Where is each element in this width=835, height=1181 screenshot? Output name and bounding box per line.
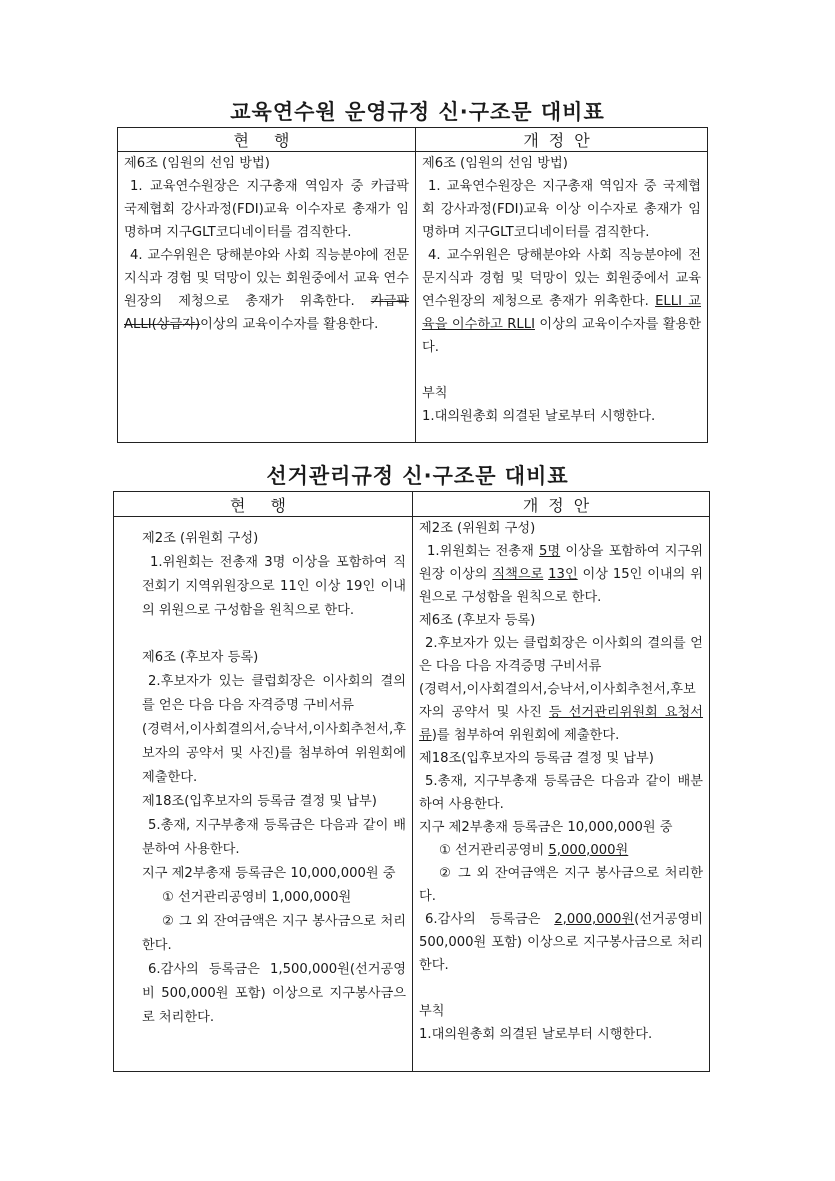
text: 이상을 포함하여 지구위원장 이상의 bbox=[419, 544, 704, 582]
proposed-column bbox=[416, 152, 708, 443]
header-proposed: 개정안 bbox=[416, 128, 708, 152]
doc1-title: 교육연수원 운영규정 신·구조문 대비표 bbox=[230, 100, 605, 124]
text: ① 선거관리공영비 bbox=[439, 843, 549, 858]
regulation-comparison-table-1 bbox=[117, 127, 708, 443]
underlined-text: 5명 bbox=[539, 544, 561, 559]
text: )를 첨부하여 위원회에 제출한다. bbox=[431, 728, 620, 743]
underlined-text: 13인 bbox=[548, 567, 578, 582]
text: 6.감사의 등록금은 bbox=[425, 912, 555, 927]
article-2-clause-1 bbox=[419, 540, 703, 609]
clause-4-text-a: 4. 교수위원은 당해분야와 사회 직능분야에 전문지식과 경험 및 덕망이 있는 회원중에서 교육 연수원장의 제청으로 총재가 위촉한다. bbox=[422, 248, 701, 309]
underlined-text: ELLI 교육을 이수하고 RLLI bbox=[422, 294, 701, 332]
underlined-text: 5,000,000원 bbox=[548, 843, 629, 858]
article-6-heading: 제6조 (후보자 등록) bbox=[419, 613, 536, 628]
article-18-heading: 제18조(입후보자의 등록금 결정 및 납부) bbox=[142, 794, 377, 809]
header-current: 현 행 bbox=[114, 492, 413, 517]
article-2-heading: 제2조 (위원회 구성) bbox=[142, 531, 259, 546]
article-18-vice-fee: 지구 제2부총재 등록금은 10,000,000원 중 bbox=[142, 866, 396, 881]
clause-4 bbox=[422, 244, 701, 359]
addendum-text: 1.대의원총회 의결된 날로부터 시행한다. bbox=[419, 1027, 653, 1042]
article-6-clause-2: 2.후보자가 있는 클럽회장은 이사회의 결의를 얻은 다음 다음 자격증명 구비서류 bbox=[419, 636, 703, 674]
regulation-comparison-table-2 bbox=[113, 491, 710, 1072]
article-heading: 제6조 (임원의 선임 방법) bbox=[422, 156, 568, 171]
underlined-text: 직책으로 bbox=[492, 567, 544, 582]
article-6-clause-2: 2.후보자가 있는 클럽회장은 이사회의 결의를 얻은 다음 다음 자격증명 구비서류 bbox=[142, 674, 406, 713]
underlined-text: 2,000,000원 bbox=[554, 912, 635, 927]
article-2-heading: 제2조 (위원회 구성) bbox=[419, 521, 536, 536]
clause-4 bbox=[124, 244, 409, 336]
clause-1: 1. 교육연수원장은 지구총재 역임자 중 카급팍 국제협회 강사과정(FDI)교육 이수자로 총재가 임명하며 지구GLT코디네이터를 겸직한다. bbox=[124, 179, 409, 240]
text: 1.위원회는 전총재 bbox=[427, 544, 540, 559]
article-18-item-1: ① 선거관리공영비 1,000,000원 bbox=[162, 890, 352, 905]
text: (선거공영비 500,000원 포함) 이상으로 지구봉사금으로 처리한다. bbox=[419, 912, 703, 973]
header-proposed: 개정안 bbox=[413, 492, 710, 517]
clause-4-text-a: 4. 교수위원은 당해분야와 사회 직능분야에 전문지식과 경험 및 덕망이 있는 회원중에서 교육 연수원장의 제청으로 총재가 위촉한다. bbox=[124, 248, 409, 309]
header-current: 현 행 bbox=[118, 128, 416, 152]
addendum-title: 부칙 bbox=[419, 1004, 445, 1019]
article-18-vice-fee: 지구 제2부총재 등록금은 10,000,000원 중 bbox=[419, 820, 673, 835]
proposed-column bbox=[413, 517, 710, 1072]
addendum-title: 부칙 bbox=[422, 386, 448, 401]
struck-text: 카급팍 ALLI(상급자) bbox=[124, 294, 409, 332]
article-18-clause-5: 5.총재, 지구부총재 등록금은 다음과 같이 배분하여 사용한다. bbox=[142, 818, 406, 857]
clause-4-text-b: 이상의 교육이수자를 활용한다. bbox=[422, 317, 701, 355]
article-18-item-2: ② 그 외 잔여금액은 지구 봉사금으로 처리한다. bbox=[419, 866, 703, 904]
article-6-documents bbox=[419, 678, 703, 747]
clause-4-text-b: 이상의 교육이수자를 활용한다. bbox=[200, 317, 379, 332]
article-18-clause-6: 6.감사의 등록금은 1,500,000원(선거공영비 500,000원 포함) 이상으로 지구봉사금으로 처리한다. bbox=[142, 962, 406, 1025]
article-heading: 제6조 (임원의 선임 방법) bbox=[124, 156, 270, 171]
article-18-heading: 제18조(입후보자의 등록금 결정 및 납부) bbox=[419, 751, 654, 766]
clause-1: 1. 교육연수원장은 지구총재 역임자 중 국제협회 강사과정(FDI)교육 이상 이수자로 총재가 임명하며 지구GLT코디네이터를 겸직한다. bbox=[422, 179, 701, 240]
text: 이상 15인 이내의 위원으로 구성함을 원칙으로 한다. bbox=[419, 567, 703, 605]
underlined-text: 등 선거관리위원회 요청서류 bbox=[419, 705, 704, 743]
article-6-heading: 제6조 (후보자 등록) bbox=[142, 650, 259, 665]
text: (경력서,이사회결의서,승낙서,이사회추천서,후보자의 공약서 및 사진 bbox=[419, 682, 696, 720]
article-18-clause-5: 5.총재, 지구부총재 등록금은 다음과 같이 배분하여 사용한다. bbox=[419, 774, 703, 812]
addendum-text: 1.대의원총회 의결된 날로부터 시행한다. bbox=[422, 409, 656, 424]
article-6-documents: (경력서,이사회결의서,승낙서,이사회추천서,후보자의 공약서 및 사진)를 첨부하여 위원회에 제출한다. bbox=[142, 722, 406, 785]
article-18-item-2: ② 그 외 잔여금액은 지구 봉사금으로 처리한다. bbox=[142, 914, 406, 953]
article-18-clause-6 bbox=[419, 908, 703, 977]
current-column bbox=[118, 152, 416, 443]
doc2-title: 선거관리규정 신·구조문 대비표 bbox=[266, 464, 569, 488]
article-18-item-1 bbox=[419, 839, 703, 862]
article-2-clause-1: 1.위원회는 전총재 3명 이상을 포함하여 직전회기 지역위원장으로 11인 이상 19인 이내의 위원으로 구성함을 원칙으로 한다. bbox=[142, 555, 406, 618]
current-column bbox=[114, 517, 413, 1072]
